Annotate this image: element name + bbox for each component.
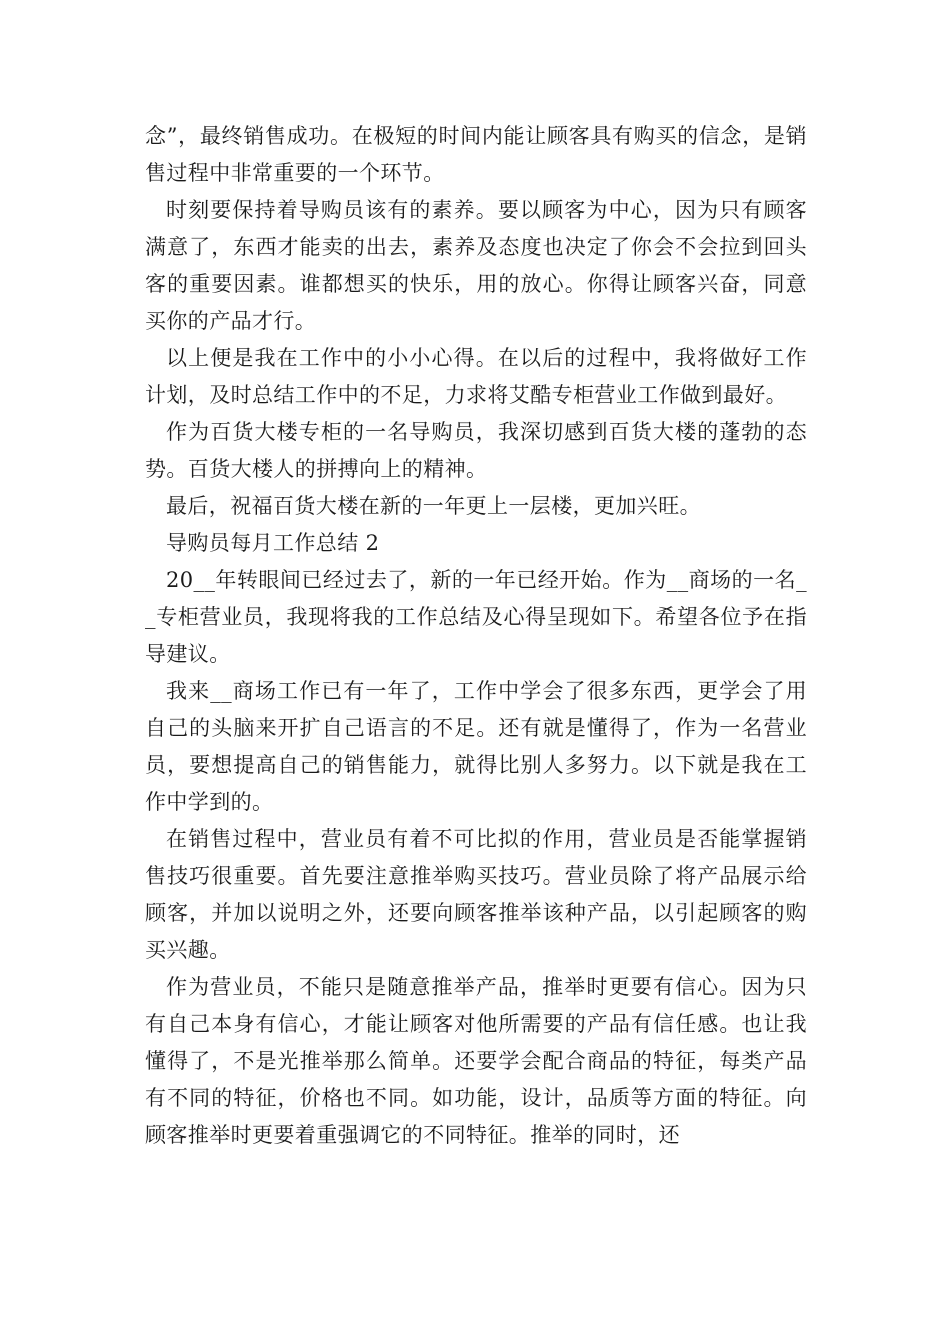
paragraph: 以上便是我在工作中的小小心得。在以后的过程中，我将做好工作计划，及时总结工作中的不足，力求将艾酷专柜营业工作做到最好。 [145,346,807,407]
paragraph: 我来__商场工作已有一年了，工作中学会了很多东西，更学会了用自己的头脑来开扩自己语言的不足。还有就是懂得了，作为一名营业员，要想提高自己的销售能力，就得比别人多努力。以下就是我在工作中学到的。 [145,679,807,814]
document-body [145,118,807,1154]
paragraph: 作为营业员，不能只是随意推举产品，推举时更要有信心。因为只有自己本身有信心，才能让顾客对他所需要的产品有信任感。也让我懂得了，不是光推举那么简单。还要学会配合商品的特征，每类产品有不同的特征，价格也不同。如功能，设计，品质等方面的特征。向顾客推举时更要着重强调它的不同特征。推举的同时，还 [145,975,807,1147]
paragraph-continuation: 念”，最终销售成功。在极短的时间内能让顾客具有购买的信念，是销售过程中非常重要的一个环节。 [145,124,807,185]
paragraph: 最后，祝福百货大楼在新的一年更上一层楼，更加兴旺。 [166,494,701,518]
paragraph: 时刻要保持着导购员该有的素养。要以顾客为中心，因为只有顾客满意了，东西才能卖的出去，素养及态度也决定了你会不会拉到回头客的重要因素。谁都想买的快乐，用的放心。你得让顾客兴奋，同意买你的产品才行。 [145,198,807,333]
section-heading: 导购员每月工作总结 2 [166,531,380,555]
paragraph: 20__年转眼间已经过去了，新的一年已经开始。作为__商场的一名__专柜营业员，我现将我的工作总结及心得呈现如下。希望各位予在指导建议。 [145,568,807,666]
paragraph: 作为百货大楼专柜的一名导购员，我深切感到百货大楼的蓬勃的态势。百货大楼人的拼搏向上的精神。 [145,420,807,481]
paragraph: 在销售过程中，营业员有着不可比拟的作用，营业员是否能掌握销售技巧很重要。首先要注意推举购买技巧。营业员除了将产品展示给顾客，并加以说明之外，还要向顾客推举该种产品，以引起顾客的购买兴趣。 [145,827,807,962]
